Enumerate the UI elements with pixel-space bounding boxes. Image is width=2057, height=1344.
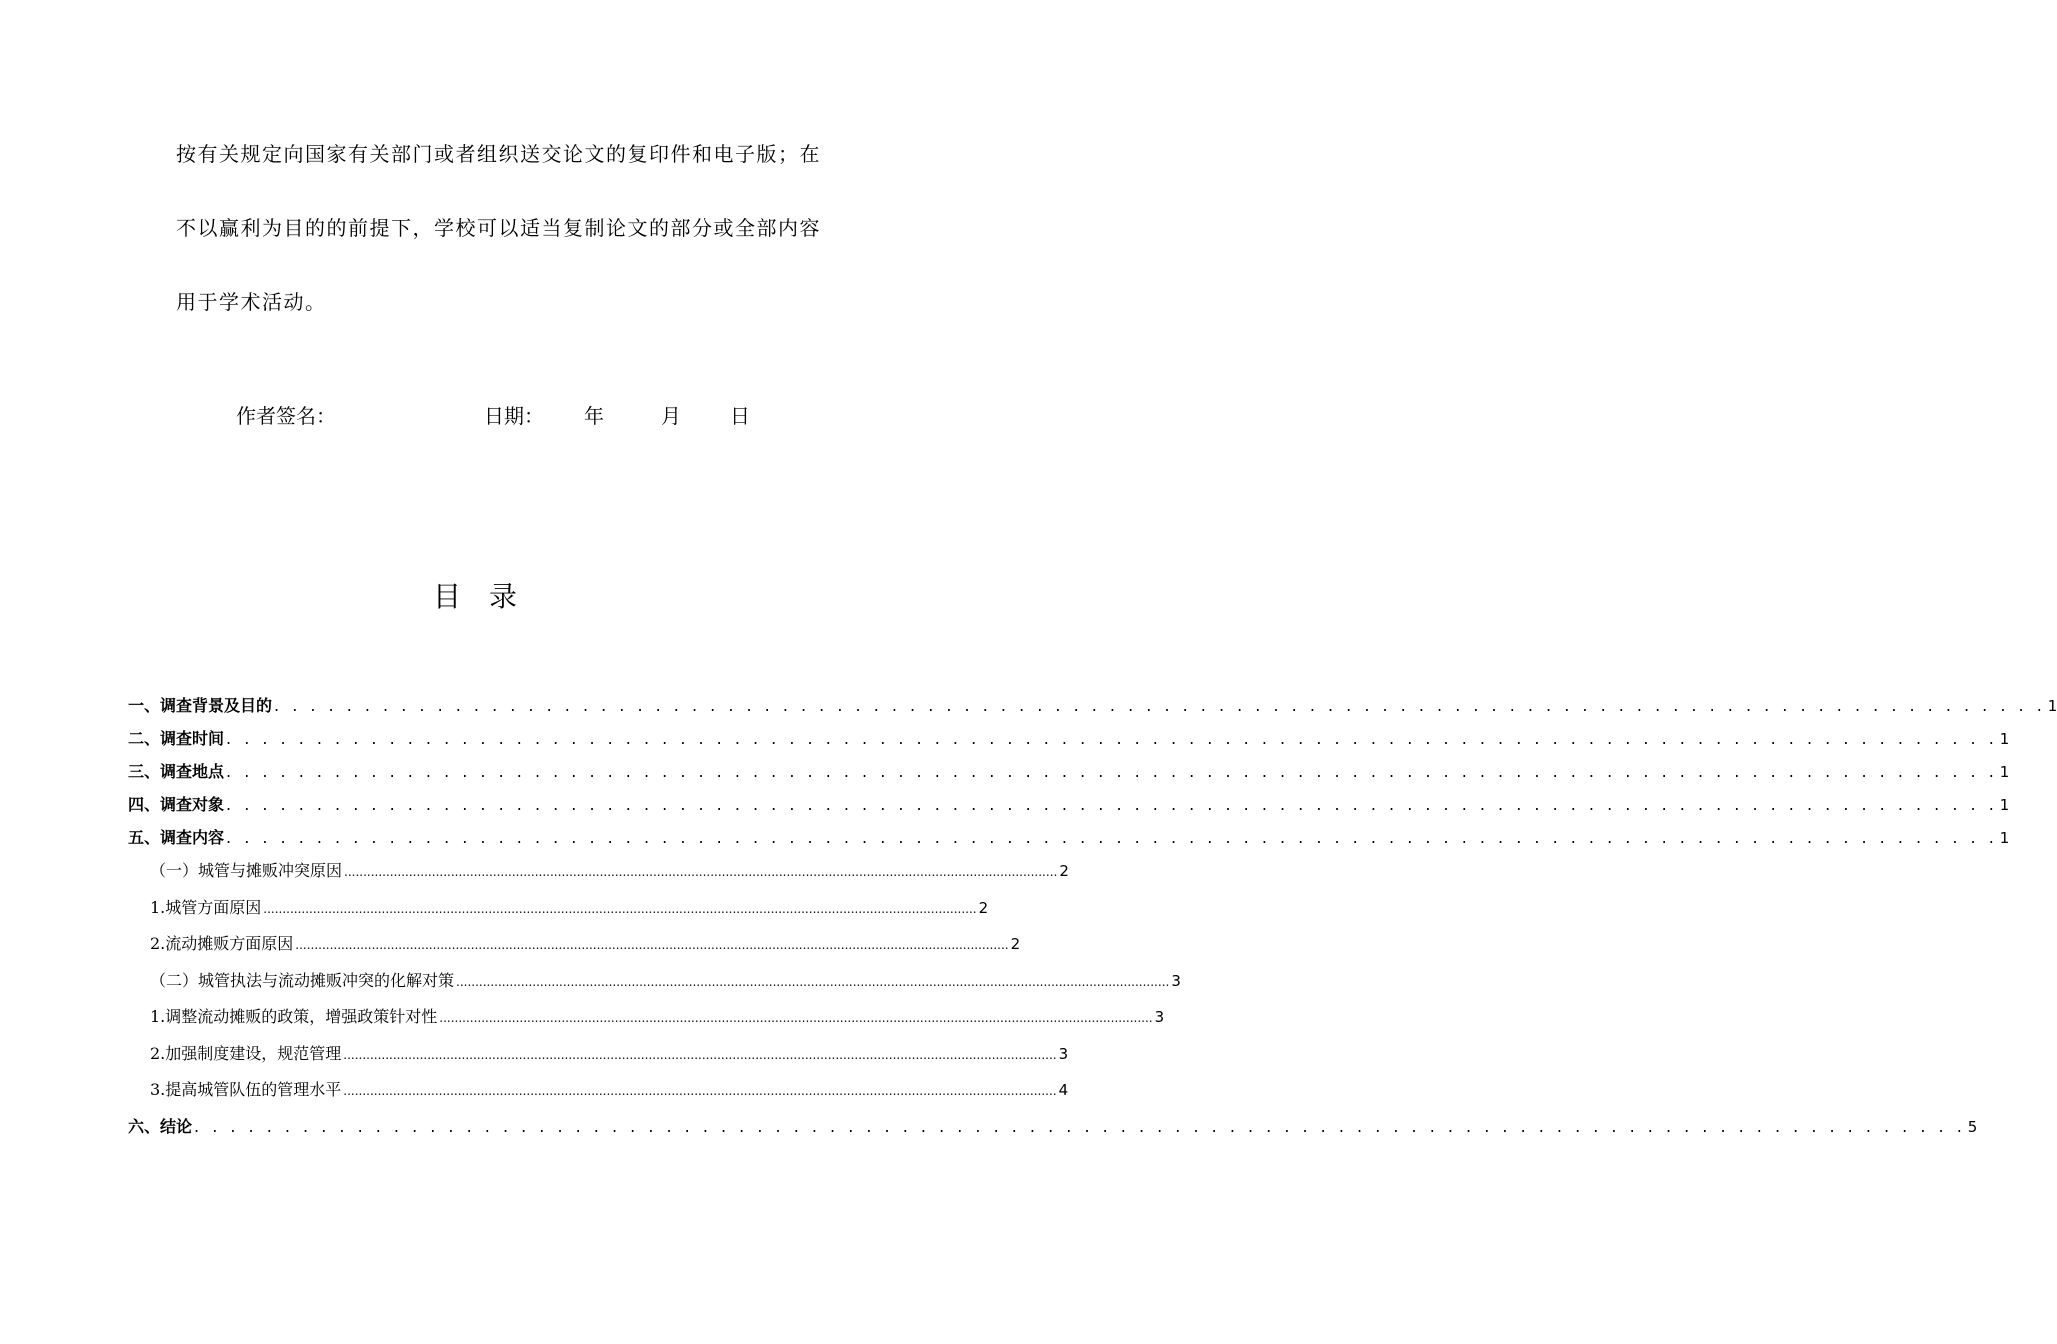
toc-title xyxy=(0,575,950,615)
toc-entry-text: 2.流动摊贩方面原因 xyxy=(150,934,294,953)
toc-leader: . . . . . . . . . . . . . . . . . . . . . . . . . . . . . . . . . . . . . . . . . . . . . . . . . . . . . . . . . . . . . . . . . . . . . . . . . . . . . . . . . . . . . . . . . . . . . . . . . . xyxy=(274,696,2046,715)
declaration-paragraph xyxy=(176,140,866,362)
toc-entry[interactable] xyxy=(128,1115,1978,1148)
toc-title-right: 录 xyxy=(489,580,518,613)
toc-entry[interactable] xyxy=(128,793,2010,826)
toc-entry[interactable] xyxy=(128,760,2010,793)
toc-subentry[interactable] xyxy=(128,1042,1069,1079)
toc-entry-text: 2.加强制度建设，规范管理 xyxy=(150,1043,342,1063)
toc-page-number: 1 xyxy=(1999,763,2010,781)
toc-page-number: 1 xyxy=(1999,796,2010,814)
toc-page-number: 4 xyxy=(1058,1081,1069,1099)
toc-entry-text: 四、调查对象 xyxy=(128,795,225,814)
year-label: 年 xyxy=(584,404,604,428)
toc-subentry[interactable] xyxy=(128,932,1021,969)
day-label: 日 xyxy=(730,404,750,428)
toc-title-left: 目 xyxy=(432,580,461,613)
declaration-line: 按有关规定向国家有关部门或者组织送交论文的复印件和电子版；在 xyxy=(176,142,821,166)
toc-page-number: 1 xyxy=(1999,829,2010,847)
toc-entry[interactable] xyxy=(128,727,2010,760)
toc-entry-text: 三、调查地点 xyxy=(128,762,225,781)
toc-leader: . . . . . . . . . . . . . . . . . . . . . . . . . . . . . . . . . . . . . . . . . . . . . . . . . . . . . . . . . . . . . . . . . . . . . . . . . . . . . . . . . . . . . . . . . . . . . . . . . . xyxy=(226,795,1998,814)
toc-entry[interactable] xyxy=(128,694,2057,727)
author-signature-label: 作者签名： xyxy=(236,404,336,428)
toc-subentry[interactable] xyxy=(128,969,1181,1006)
toc-leader: ........................................................................................................................................................................................... xyxy=(343,1084,1057,1098)
toc-page-number: 2 xyxy=(1059,862,1069,880)
toc-page-number: 3 xyxy=(1154,1008,1165,1026)
toc-leader: ........................................................................................................................................................................................... xyxy=(439,1011,1153,1025)
toc-leader: ........................................................................................................................................................................................... xyxy=(263,901,977,916)
toc-entry-text: 1.调整流动摊贩的政策，增强政策针对性 xyxy=(150,1007,438,1026)
toc-page-number: 1 xyxy=(1999,730,2010,748)
toc-page-number: 1 xyxy=(2047,697,2057,715)
toc-leader: ........................................................................................................................................................................................... xyxy=(295,938,1009,952)
toc-entry-text: 五、调查内容 xyxy=(128,828,225,847)
declaration-line: 用于学术活动。 xyxy=(176,290,327,314)
toc-entry-text: 六、结论 xyxy=(128,1116,193,1136)
toc-entry-text: 二、调查时间 xyxy=(128,729,225,748)
toc-entry-text: 3.提高城管队伍的管理水平 xyxy=(150,1080,342,1099)
toc-leader: . . . . . . . . . . . . . . . . . . . . . . . . . . . . . . . . . . . . . . . . . . . . . . . . . . . . . . . . . . . . . . . . . . . . . . . . . . . . . . . . . . . . . . . . . . . . . . . . . . xyxy=(226,828,1998,847)
toc-subentry[interactable] xyxy=(128,1078,1069,1115)
signature-row xyxy=(0,400,950,430)
month-label: 月 xyxy=(661,404,681,428)
toc-leader: . . . . . . . . . . . . . . . . . . . . . . . . . . . . . . . . . . . . . . . . . . . . . . . . . . . . . . . . . . . . . . . . . . . . . . . . . . . . . . . . . . . . . . . . . . . . . . . . . . xyxy=(226,729,1998,748)
toc-entry-text: （一）城管与摊贩冲突原因 xyxy=(150,861,343,880)
toc-page-number: 3 xyxy=(1171,971,1181,990)
toc-entry[interactable] xyxy=(128,826,2010,859)
toc-subentry[interactable] xyxy=(128,1005,1165,1042)
toc-entry-text: 1.城管方面原因 xyxy=(150,897,262,917)
toc-leader: . . . . . . . . . . . . . . . . . . . . . . . . . . . . . . . . . . . . . . . . . . . . . . . . . . . . . . . . . . . . . . . . . . . . . . . . . . . . . . . . . . . . . . . . . . . . . . . . . . xyxy=(194,1116,1966,1136)
toc-leader: ........................................................................................................................................................................................... xyxy=(343,1047,1057,1062)
toc-subentry[interactable] xyxy=(128,896,989,933)
toc-page-number: 3 xyxy=(1058,1044,1069,1063)
toc-subentry[interactable] xyxy=(128,859,1069,896)
toc-page-number: 2 xyxy=(1010,935,1021,953)
toc-leader: ........................................................................................................................................................................................... xyxy=(344,865,1058,879)
toc-entry-text: 一、调查背景及目的 xyxy=(128,696,273,715)
declaration-line: 不以赢利为目的的前提下，学校可以适当复制论文的部分或全部内容 xyxy=(176,216,821,240)
toc-leader: . . . . . . . . . . . . . . . . . . . . . . . . . . . . . . . . . . . . . . . . . . . . . . . . . . . . . . . . . . . . . . . . . . . . . . . . . . . . . . . . . . . . . . . . . . . . . . . . . . xyxy=(226,762,1998,781)
toc-page-number: 2 xyxy=(978,898,989,917)
table-of-contents xyxy=(128,694,2057,1148)
toc-page-number: 5 xyxy=(1967,1117,1978,1136)
date-label: 日期： xyxy=(484,404,544,428)
toc-entry-text: （二）城管执法与流动摊贩冲突的化解对策 xyxy=(150,970,455,990)
toc-leader: ........................................................................................................................................................................................... xyxy=(456,974,1170,989)
